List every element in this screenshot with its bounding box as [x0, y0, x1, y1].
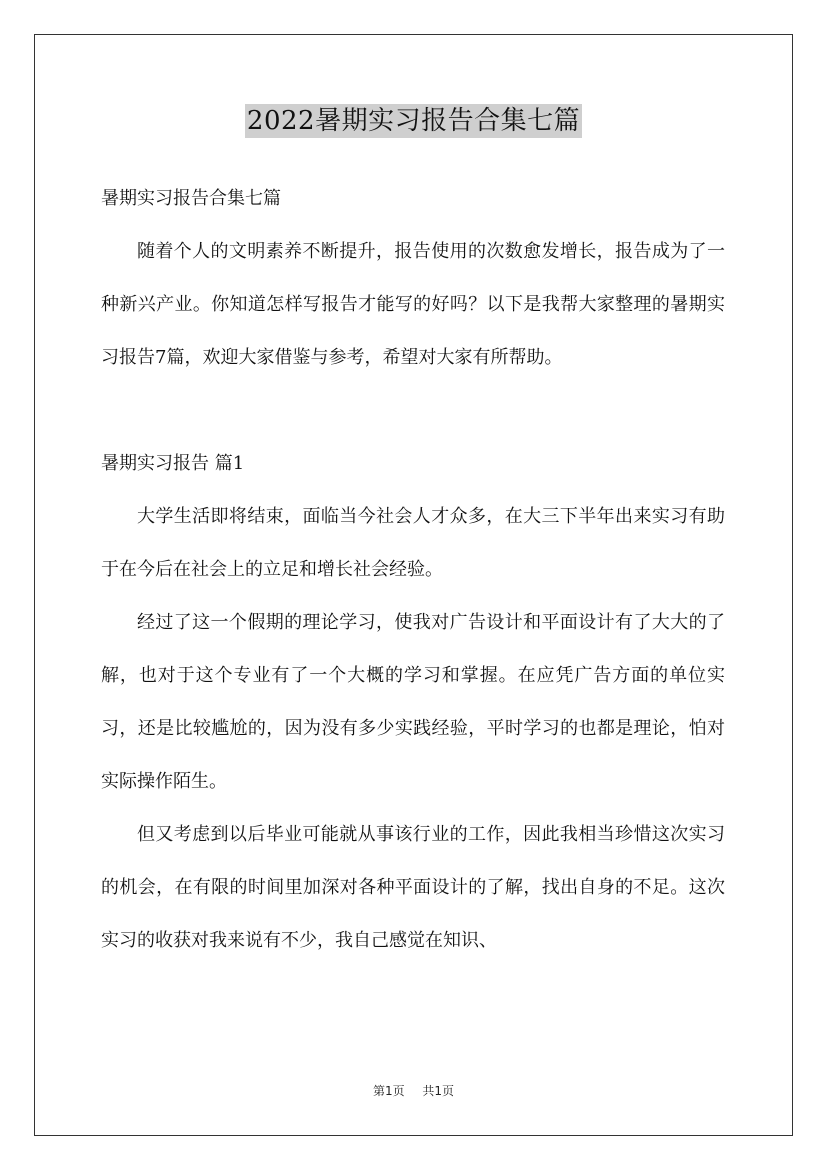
document-title: 2022暑期实习报告合集七篇: [246, 106, 581, 136]
title-container: [0, 104, 827, 138]
section-paragraph: 但又考虑到以后毕业可能就从事该行业的工作，因此我相当珍惜这次实习的机会，在有限的时间里加深对各种平面设计的了解，找出自身的不足。这次实习的收获对我来说有不少，我自己感觉在知识、: [101, 824, 725, 951]
section-heading: 暑期实习报告 篇1: [101, 453, 245, 474]
page-number-current: 第1页: [372, 1084, 405, 1098]
page-number-total: 共1页: [422, 1084, 455, 1098]
document-body: [101, 172, 725, 967]
section-paragraph: 大学生活即将结束，面临当今社会人才众多，在大三下半年出来实习有助于在今后在社会上的立足和增长社会经验。: [101, 506, 725, 580]
intro-paragraph: 随着个人的文明素养不断提升，报告使用的次数愈发增长，报告成为了一种新兴产业。你知道怎样写报告才能写的好吗？以下是我帮大家整理的暑期实习报告7篇，欢迎大家借鉴与参考，希望对大家有所帮助。: [101, 241, 725, 368]
page-footer: [0, 1082, 827, 1099]
section-paragraph: 经过了这一个假期的理论学习，使我对广告设计和平面设计有了大大的了解，也对于这个专业有了一个大概的学习和掌握。在应凭广告方面的单位实习，还是比较尴尬的，因为没有多少实践经验，平时学习的也都是理论，怕对实际操作陌生。: [101, 612, 725, 792]
intro-heading: 暑期实习报告合集七篇: [101, 188, 281, 209]
